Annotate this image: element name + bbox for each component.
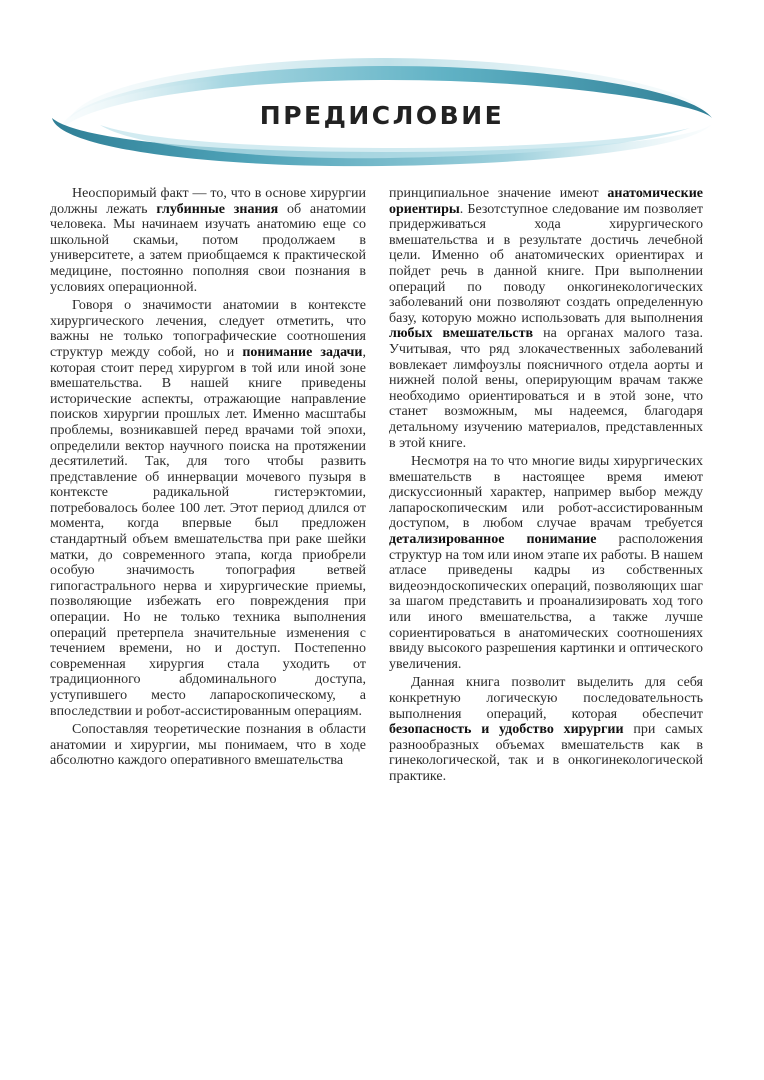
- bold-emphasis: любых вмешательств: [389, 326, 534, 342]
- paragraph-continued: принципиальное значение имеют анатомические ориентиры. Безотступное следование им позволяет придерживаться хода хирургического вмешательства и в результате достичь лечебной цели. Именно об анатомических ориентирах и пойдет речь в данной книге. При выполнении операций по поводу онкогинекологических заболеваний они позволяют создать определенную базу, которую можно использовать для выполнения любых вмешательств на органах малого таза. Учитывая, что ряд злокачественных заболеваний вовлекает лимфоузлы поясничного отдела аорты и нижней полой вены, оперирующим врачам также необходимо ориентироваться и в этой зоне, что станет возможным, мы надеемся, благодаря детальному изучению материалов, представленных в этой книге.: [389, 186, 703, 451]
- bold-emphasis: глубинные знания: [156, 201, 279, 217]
- page-title: ПРЕДИСЛОВИЕ: [259, 101, 505, 130]
- bold-emphasis: детализированное понимание: [389, 532, 597, 548]
- paragraph: Говоря о значимости анатомии в контексте хирургического лечения, следует отметить, что важны не только топографические соотношения структур между собой, но и понимание задачи, которая стоит перед хирургом в той или иной зоне вмешательства. В нашей книге приведены исторические аспекты, отражающие направление поисков хирургии прошлых лет. Именно масштабы проблемы, возникавшей перед врачами той эпохи, определили вектор научного поиска на протяжении десятилетий. Так, для того чтобы развить представление об иннервации мочевого пузыря в контексте радикальной гистерэктомии, потребовалось более 100 лет. Этот период длился от момента, когда впервые был предложен стандартный объем вмешательства при раке шейки матки, до современного этапа, когда приобрели особую значимость топография ветвей гипогастрального нерва и хирургические приемы, позволяющие избежать его повреждения при операции. Но не только техника выполнения операций претерпела значительные изменения с течением времени, но и доступ. Постепенно современная хирургия стала уходить от традиционного абдоминального доступа, уступившего место лапароскопическому, а впоследствии и робот-ассистированным операциям.: [50, 298, 366, 719]
- paragraph: Сопоставляя теоретические познания в области анатомии и хирургии, мы понимаем, что в ходе абсолютно каждого оперативного вмешательства: [50, 722, 366, 769]
- bold-emphasis: понимание задачи: [242, 344, 363, 360]
- bold-emphasis: безопасность и удобство хирургии: [389, 722, 624, 738]
- bold-emphasis: анатомические ориентиры: [389, 186, 703, 217]
- left-text-column: [50, 186, 366, 769]
- paragraph: Данная книга позволит выделить для себя конкретную логическую последовательность выполнения операций, которая обеспечит безопасность и удобство хирургии при самых разнообразных объемах вмешательств как в гинекологической, так и в онкогинекологической практике.: [389, 675, 703, 784]
- header-swoosh-ornament: [0, 0, 764, 200]
- paragraph: Неоспоримый факт — то, что в основе хирургии должны лежать глубинные знания об анатомии человека. Мы начинаем изучать анатомию еще со школьной скамьи, потом продолжаем в университете, а затем приобщаемся к практической медицине, постоянно пополняя свои познания в условиях операционной.: [50, 186, 366, 295]
- paragraph: Несмотря на то что многие виды хирургических вмешательств в настоящее время имеют дискуссионный характер, например выбор между лапароскопическим или робот-ассистированным доступом, в любом случае врачам требуется детализированное понимание расположения структур на том или ином этапе их работы. В нашем атласе приведены кадры из собственных видеоэндоскопических операций, позволяющих шаг за шагом представить и проанализировать ход того или иного вмешательства, а также лучше сориентироваться в анатомических соотношениях ввиду высокого разрешения картинки и оптического увеличения.: [389, 454, 703, 672]
- right-text-column: [389, 186, 703, 785]
